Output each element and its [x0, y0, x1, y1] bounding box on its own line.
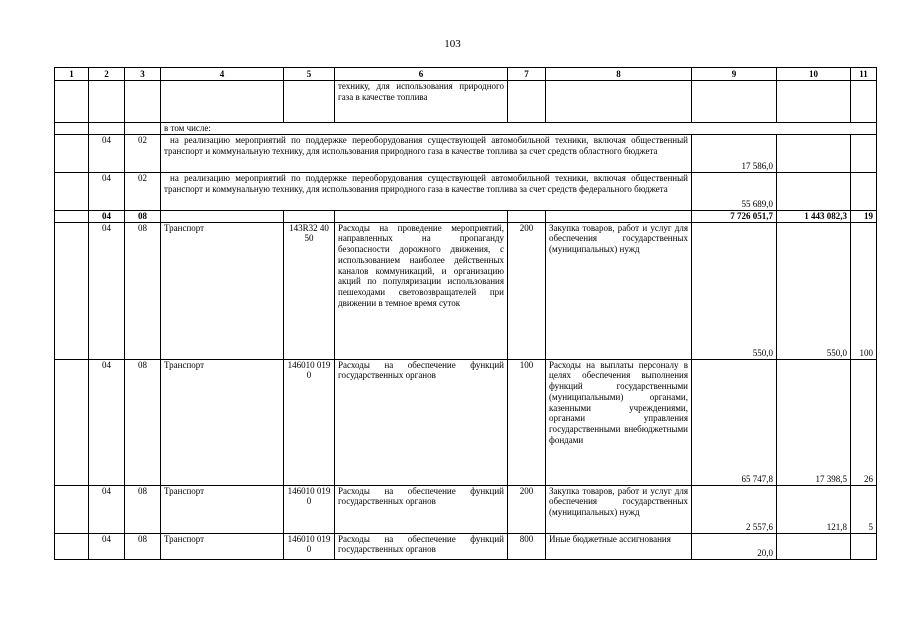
- expense-description: Расходы на проведение мероприятий, направленных на пропаганду безопасности дорожного движения, с использованием наиболее действенных каналов коммуникаций, и организацию акций по популяризации использования пешеходами световозвращателей при движении в темное время суток: [335, 222, 508, 359]
- cell: [161, 81, 284, 123]
- amount-col9: 17 586,0: [692, 135, 777, 173]
- header-cell-6: 6: [335, 68, 508, 81]
- cell: [55, 222, 89, 359]
- cell: [508, 211, 546, 223]
- section-name: Транспорт: [161, 485, 284, 533]
- subitem-description: на реализацию мероприятий по поддержке переоборудования существующей автомобильной техники, включая общественный транспорт и коммунальную технику, для использования природного газа в качестве топлива за счет средств федерального бюджета: [161, 173, 692, 211]
- section-code: 04: [89, 533, 125, 559]
- cell: [777, 135, 851, 173]
- amount-col9: 65 747,8: [692, 359, 777, 485]
- section-code: 04: [89, 359, 125, 485]
- table-row: [55, 359, 877, 485]
- cell: [55, 485, 89, 533]
- expense-type-name: Закупка товаров, работ и услуг для обеспечения государственных (муниципальных) нужд: [546, 485, 692, 533]
- cell: [161, 211, 284, 223]
- cell: [692, 81, 777, 123]
- header-cell-1: 1: [55, 68, 89, 81]
- cell: [89, 81, 125, 123]
- header-cell-4: 4: [161, 68, 284, 81]
- percent-col11: 26: [851, 359, 877, 485]
- expense-type-code: 800: [508, 533, 546, 559]
- table-row-continuation: [55, 81, 877, 123]
- subsection-code: 08: [125, 359, 161, 485]
- cell: [508, 81, 546, 123]
- amount-col10: 121,8: [777, 485, 851, 533]
- header-cell-3: 3: [125, 68, 161, 81]
- cell: [55, 173, 89, 211]
- subsection-code: 02: [125, 173, 161, 211]
- cell: [284, 211, 335, 223]
- cell: [546, 211, 692, 223]
- table-row-subitem: [55, 173, 877, 211]
- expense-type-code: 200: [508, 485, 546, 533]
- amount-col9: 550,0: [692, 222, 777, 359]
- section-code: 04: [89, 485, 125, 533]
- cell: [284, 81, 335, 123]
- cell: [777, 173, 851, 211]
- section-code: 04: [89, 135, 125, 173]
- cell: [89, 123, 125, 135]
- cell: [55, 359, 89, 485]
- table-row-subitem: [55, 135, 877, 173]
- expense-type-code: 200: [508, 222, 546, 359]
- cell: [55, 81, 89, 123]
- header-cell-11: 11: [851, 68, 877, 81]
- cell: [851, 81, 877, 123]
- amount-col10: 17 398,5: [777, 359, 851, 485]
- section-name: Транспорт: [161, 222, 284, 359]
- target-article-code: 146010 0190: [284, 359, 335, 485]
- cell: [335, 211, 508, 223]
- amount-col10: [777, 533, 851, 559]
- expense-description: технику, для использования природного газа в качестве топлива: [335, 81, 508, 123]
- expense-type-name: Расходы на выплаты персоналу в целях обеспечения выполнения функций государственными (муниципальными) органами, казенными учреждениями, органами управления государственными внебюджетными фондами: [546, 359, 692, 485]
- target-article-code: 143R32 4050: [284, 222, 335, 359]
- header-cell-2: 2: [89, 68, 125, 81]
- including-label: в том числе:: [161, 123, 877, 135]
- cell: [55, 135, 89, 173]
- cell: [55, 211, 89, 223]
- cell: [546, 81, 692, 123]
- cell: [851, 173, 877, 211]
- cell: [851, 135, 877, 173]
- table-row: [55, 485, 877, 533]
- cell: [55, 123, 89, 135]
- section-code: 04: [89, 211, 125, 223]
- target-article-code: 146010 0190: [284, 533, 335, 559]
- section-name: Транспорт: [161, 359, 284, 485]
- percent-col11: 5: [851, 485, 877, 533]
- header-cell-10: 10: [777, 68, 851, 81]
- percent-col11: 100: [851, 222, 877, 359]
- total-col9: 7 726 051,7: [692, 211, 777, 223]
- subsection-code: 08: [125, 211, 161, 223]
- amount-col9: 2 557,6: [692, 485, 777, 533]
- expense-type-name: Иные бюджетные ассигнования: [546, 533, 692, 559]
- header-row: [55, 68, 877, 81]
- cell: [125, 123, 161, 135]
- target-article-code: 146010 0190: [284, 485, 335, 533]
- cell: [777, 81, 851, 123]
- section-name: Транспорт: [161, 533, 284, 559]
- expense-type-code: 100: [508, 359, 546, 485]
- subitem-description: на реализацию мероприятий по поддержке переоборудования существующей автомобильной техники, включая общественный транспорт и коммунальную технику, для использования природного газа в качестве топлива за счет средств областного бюджета: [161, 135, 692, 173]
- subsection-code: 08: [125, 222, 161, 359]
- table-row-section-total: [55, 211, 877, 223]
- percent-col11: [851, 533, 877, 559]
- section-code: 04: [89, 173, 125, 211]
- section-code: 04: [89, 222, 125, 359]
- amount-col10: 550,0: [777, 222, 851, 359]
- subsection-code: 08: [125, 485, 161, 533]
- amount-col9: 20,0: [692, 533, 777, 559]
- page-number: 103: [444, 38, 461, 50]
- table-row: [55, 533, 877, 559]
- budget-table: [54, 67, 877, 560]
- table-row: [55, 222, 877, 359]
- cell: [55, 533, 89, 559]
- expense-type-name: Закупка товаров, работ и услуг для обеспечения государственных (муниципальных) нужд: [546, 222, 692, 359]
- header-cell-7: 7: [508, 68, 546, 81]
- cell: [125, 81, 161, 123]
- expense-description: Расходы на обеспечение функций государственных органов: [335, 533, 508, 559]
- header-cell-8: 8: [546, 68, 692, 81]
- expense-description: Расходы на обеспечение функций государственных органов: [335, 485, 508, 533]
- header-cell-5: 5: [284, 68, 335, 81]
- subsection-code: 08: [125, 533, 161, 559]
- expense-description: Расходы на обеспечение функций государственных органов: [335, 359, 508, 485]
- amount-col9: 55 689,0: [692, 173, 777, 211]
- header-cell-9: 9: [692, 68, 777, 81]
- subsection-code: 02: [125, 135, 161, 173]
- total-col10: 1 443 082,3: [777, 211, 851, 223]
- table-row-including: [55, 123, 877, 135]
- total-col11: 19: [851, 211, 877, 223]
